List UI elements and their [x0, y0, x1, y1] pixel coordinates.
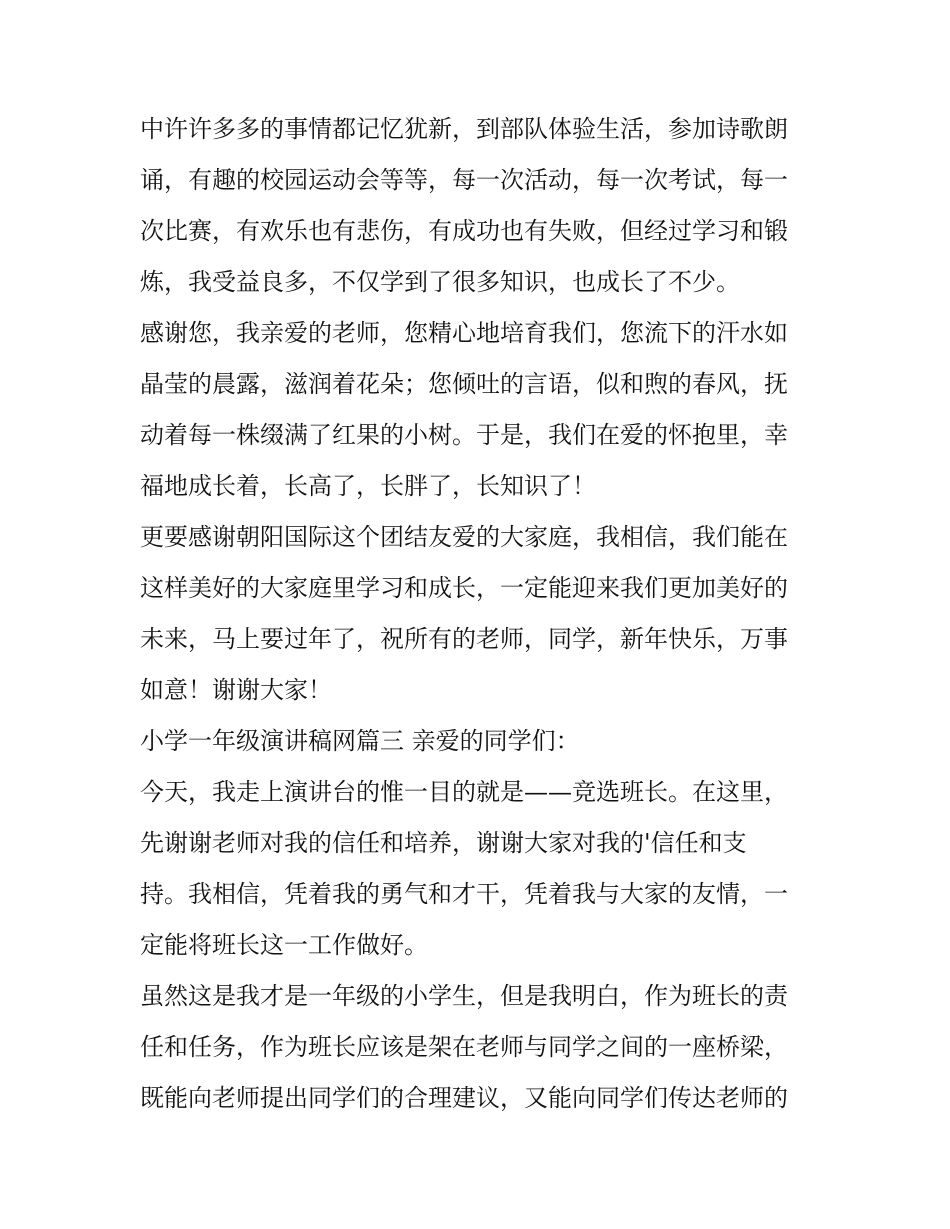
text-line: 虽然这是我才是一年级的小学生，但是我明白，作为班长的责: [140, 982, 788, 1010]
text-line: 既能向老师提出同学们的合理建议，又能向同学们传达老师的: [140, 1084, 788, 1112]
text-line: 定能将班长这一工作做好。: [140, 931, 428, 959]
text-line: 任和任务，作为班长应该是架在老师与同学之间的一座桥梁，: [140, 1033, 788, 1061]
text-line: 晶莹的晨露，滋润着花朵；您倾吐的言语，似和煦的春风，抚: [140, 370, 788, 398]
text-line: 这样美好的大家庭里学习和成长，一定能迎来我们更加美好的: [140, 574, 788, 602]
text-line: 福地成长着，长高了，长胖了，长知识了！: [140, 472, 596, 500]
text-line: 诵，有趣的校园运动会等等，每一次活动，每一次考试，每一: [140, 166, 788, 194]
section-heading: 小学一年级演讲稿网篇三 亲爱的同学们：: [140, 727, 580, 755]
text-line: 次比赛，有欢乐也有悲伤，有成功也有失败，但经过学习和锻: [140, 217, 788, 245]
document-body-text: [140, 104, 820, 1124]
text-line: 先谢谢老师对我的信任和培养，谢谢大家对我的'信任和支: [140, 829, 747, 857]
text-line: 持。我相信，凭着我的勇气和才干，凭着我与大家的友情，一: [140, 880, 788, 908]
text-line: 中许许多多的事情都记忆犹新，到部队体验生活，参加诗歌朗: [140, 115, 788, 143]
text-line: 今天，我走上演讲台的惟一目的就是——竞选班长。在这里，: [140, 778, 788, 806]
text-line: 未来，马上要过年了，祝所有的老师，同学，新年快乐，万事: [140, 625, 788, 653]
text-line: 感谢您，我亲爱的老师，您精心地培育我们，您流下的汗水如: [140, 319, 788, 347]
text-line: 动着每一株缀满了红果的小树。于是，我们在爱的怀抱里，幸: [140, 421, 788, 449]
text-line: 如意！谢谢大家！: [140, 676, 332, 704]
text-line: 更要感谢朝阳国际这个团结友爱的大家庭，我相信，我们能在: [140, 523, 788, 551]
text-line: 炼，我受益良多，不仅学到了很多知识，也成长了不少。: [140, 268, 740, 296]
